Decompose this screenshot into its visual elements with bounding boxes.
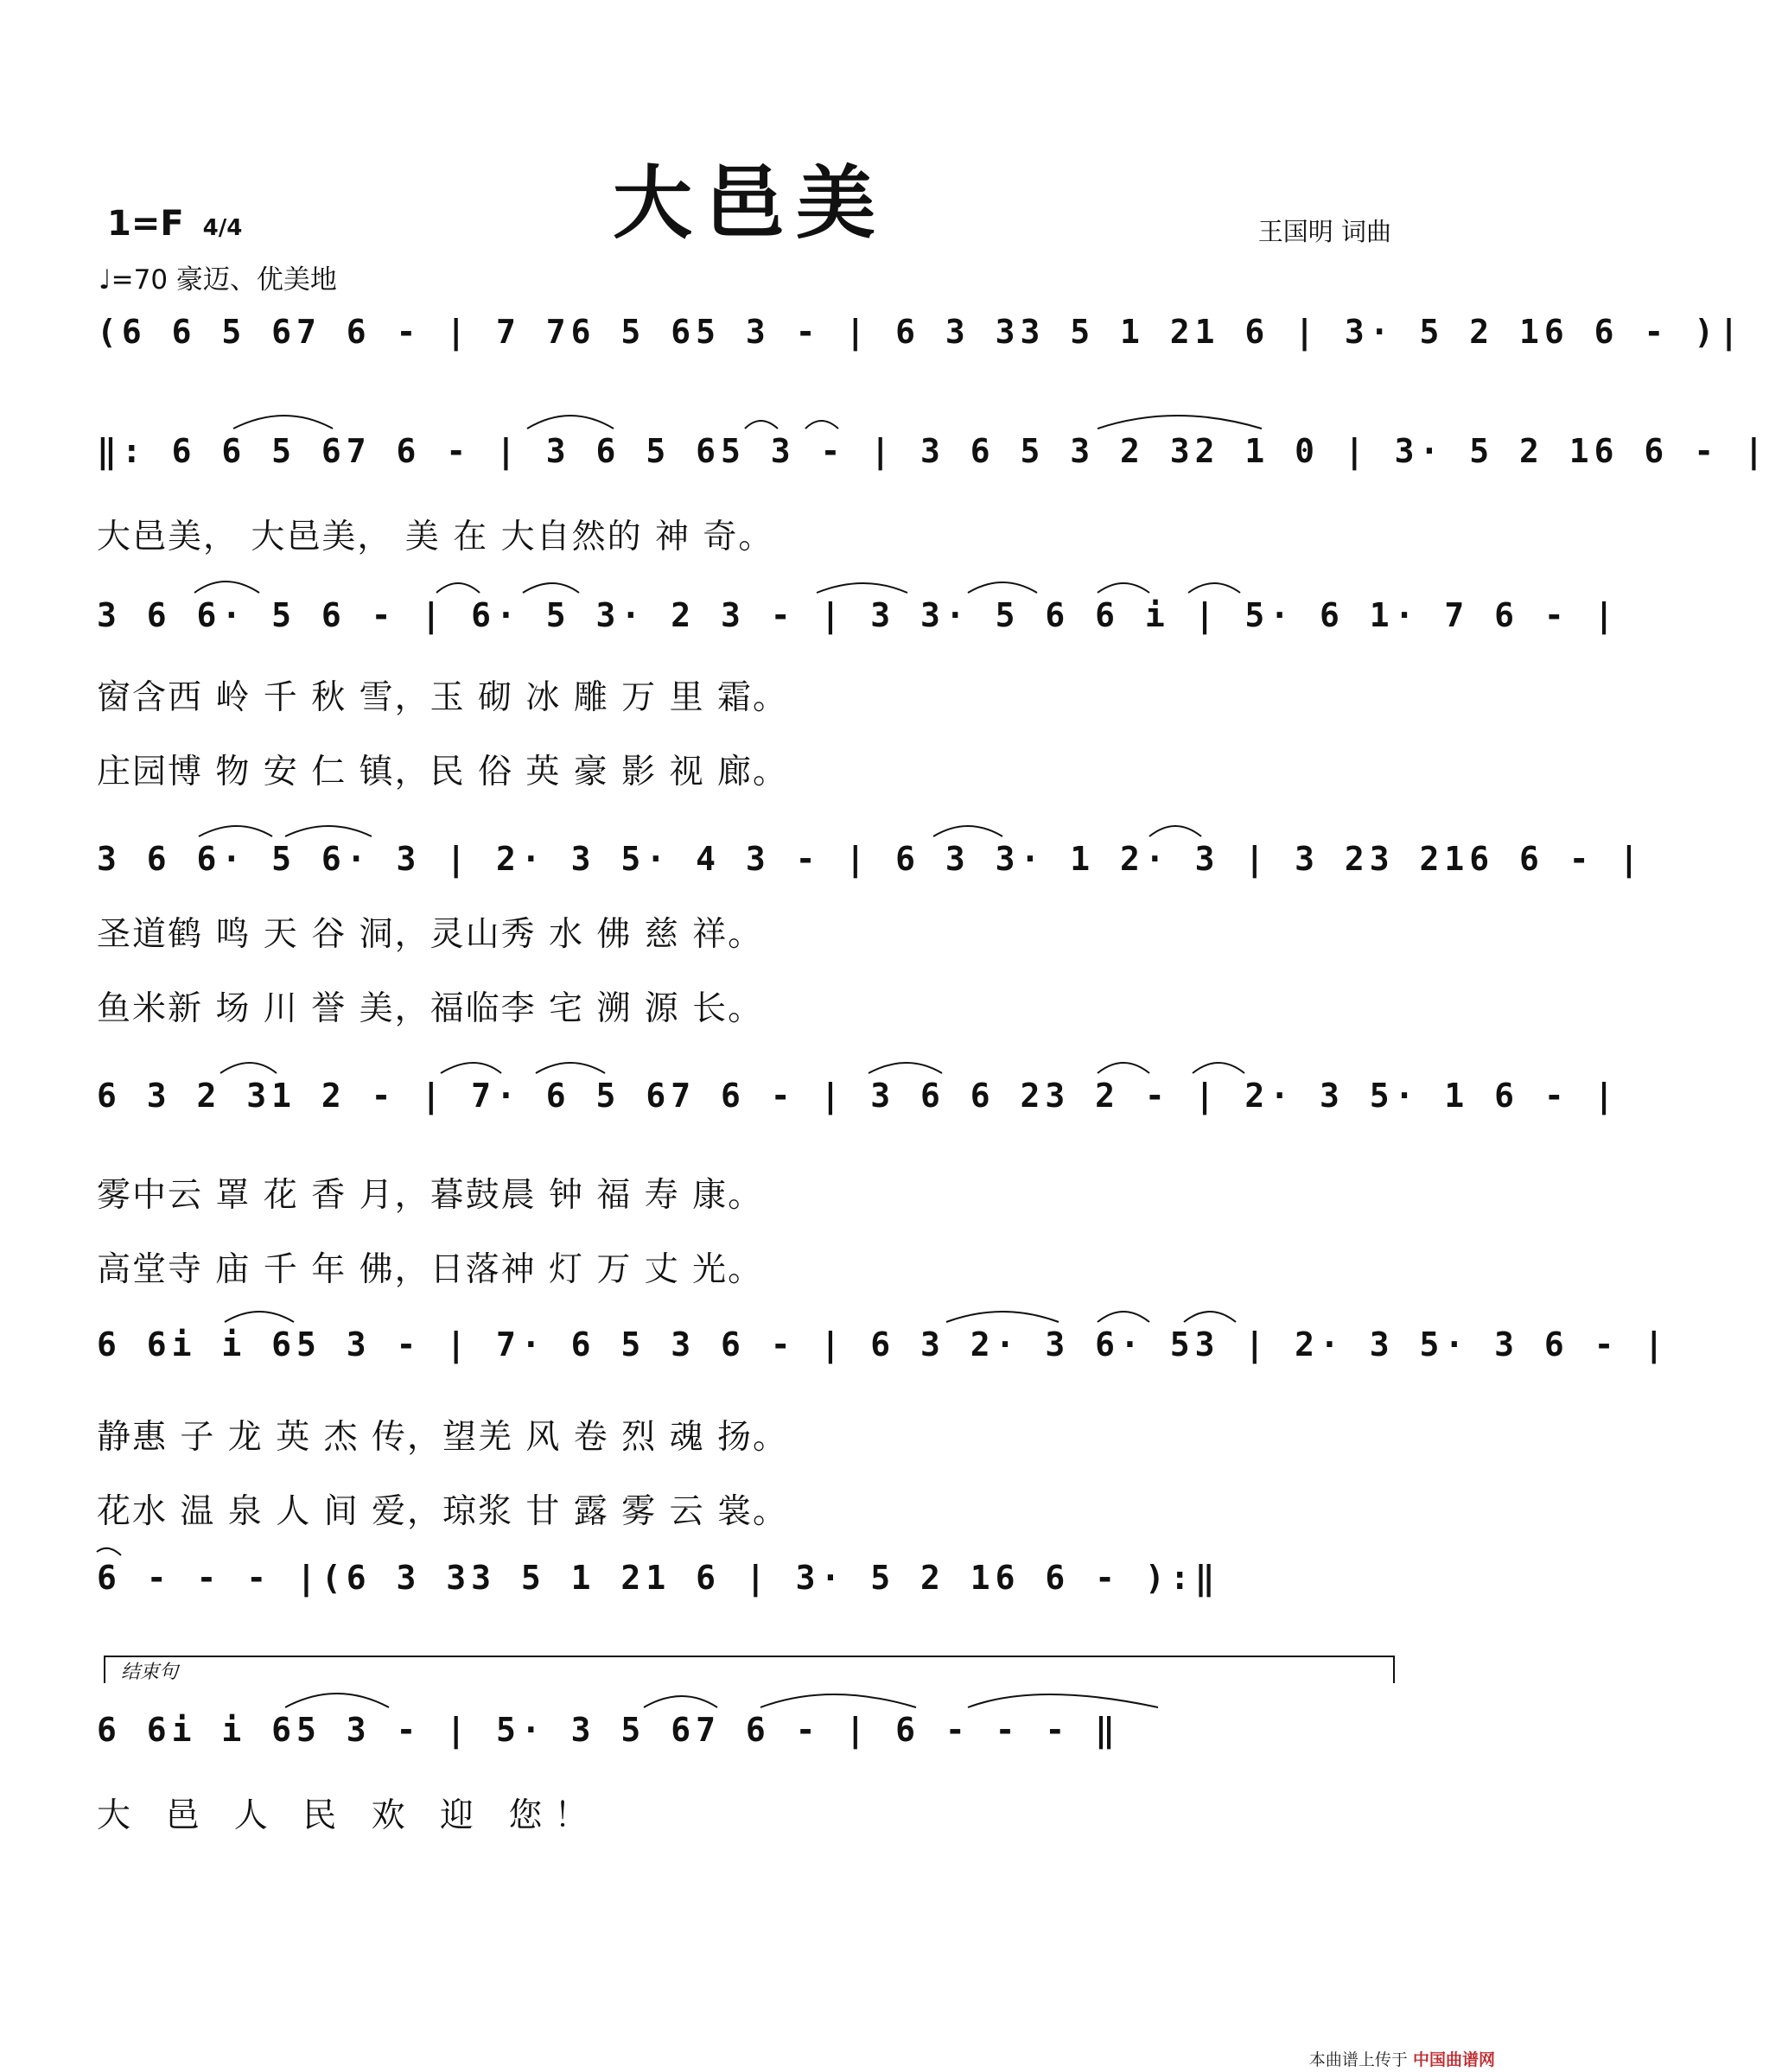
slur-arc — [1098, 583, 1149, 593]
slur-arc — [523, 583, 579, 593]
slur-arc — [805, 421, 838, 429]
score-line-6-lyric-1: 静惠 子 龙 英 杰 传，望羌 风 卷 烈 魂 扬。 — [97, 1418, 788, 1457]
score-line-8-notes: 6 6i i 65 3 - | 5· 3 5 67 6 - | 6 - - - ‖ — [97, 1711, 1120, 1749]
slur-arc — [233, 416, 333, 429]
score-line-2-lyric-1: 大邑美， 大邑美， 美 在 大自然的 神 奇。 — [97, 518, 774, 556]
slur-arc — [968, 582, 1037, 593]
slur-arc — [199, 826, 272, 836]
slur-arc — [441, 1063, 501, 1073]
slur-arc — [527, 416, 614, 429]
slur-arc — [285, 826, 372, 836]
score-line-4-notes: 3 6 6· 5 6· 3 | 2· 3 5· 4 3 - | 6 3 3· 1 2· 3 | 3 23 216 6 - | — [97, 840, 1645, 878]
slur-arc — [1184, 1312, 1236, 1322]
slur-arc — [194, 582, 259, 593]
slur-arc — [285, 1694, 389, 1707]
slur-arc — [97, 1548, 121, 1555]
slur-arc — [946, 1312, 1059, 1322]
slur-arc — [1149, 826, 1201, 836]
score-line-3-lyric-2: 庄园博 物 安 仁 镇，民 俗 英 豪 影 视 廊。 — [97, 753, 788, 791]
slur-arc — [436, 583, 480, 593]
score-line-3-lyric-1: 窗含西 岭 千 秋 雪，玉 砌 冰 雕 万 里 霜。 — [97, 678, 788, 717]
score-line-1-notes: (6 6 5 67 6 - | 7 76 5 65 3 - | 6 3 33 5 1 21 6 | 3· 5 2 16 6 - )| — [97, 313, 1744, 351]
key-signature — [107, 204, 242, 244]
score-line-8-lyric-1: 大 邑 人 民 欢 迎 您！ — [97, 1796, 601, 1835]
slur-arc — [220, 1063, 277, 1073]
footer-text: 本曲谱上传于 — [1308, 2050, 1408, 2069]
coda-label: 结束句 — [121, 1662, 179, 1683]
slur-arc — [536, 1063, 605, 1073]
footer-watermark — [1304, 2045, 1500, 2072]
slur-arc — [1098, 416, 1262, 429]
slur-arc — [817, 583, 907, 593]
score-line-5-notes: 6 3 2 31 2 - | 7· 6 5 67 6 - | 3 6 6 23 2 - | 2· 3 5· 1 6 - | — [97, 1077, 1619, 1115]
slur-arc — [968, 1694, 1158, 1707]
slur-arc — [869, 1063, 942, 1073]
time-signature: 4/4 — [202, 215, 243, 241]
coda-bracket — [104, 1656, 1395, 1683]
score-line-4-lyric-2: 鱼米新 场 川 誉 美，福临李 宅 溯 源 长。 — [97, 989, 764, 1028]
slur-arc — [1188, 583, 1240, 593]
score-line-3-notes: 3 6 6· 5 6 - | 6· 5 3· 2 3 - | 3 3· 5 6 6 i | 5· 6 1· 7 6 - | — [97, 596, 1619, 634]
slur-arc — [760, 1694, 916, 1707]
score-line-4-lyric-1: 圣道鹤 鸣 天 谷 洞，灵山秀 水 佛 慈 祥。 — [97, 915, 764, 954]
slur-arc — [933, 826, 1002, 836]
slur-arc — [644, 1696, 717, 1707]
score-line-7-notes: 6 - - - |(6 3 33 5 1 21 6 | 3· 5 2 16 6 - ):‖ — [97, 1559, 1220, 1597]
score-line-6-lyric-2: 花水 温 泉 人 间 爱，琼浆 甘 露 雾 云 裳。 — [97, 1492, 788, 1531]
tempo-marking: ♩=70 豪迈、优美地 — [99, 264, 337, 296]
slur-arc — [1193, 1063, 1244, 1073]
key-text: 1=F — [107, 204, 184, 244]
slur-arc — [1098, 1063, 1149, 1073]
score-line-5-lyric-2: 高堂寺 庙 千 年 佛，日落神 灯 万 丈 光。 — [97, 1250, 764, 1289]
slur-arc — [745, 421, 778, 429]
score-line-6-notes: 6 6i i 65 3 - | 7· 6 5 3 6 - | 6 3 2· 3 6· 53 | 2· 3 5· 3 6 - | — [97, 1325, 1670, 1363]
score-line-2-notes: ‖: 6 6 5 67 6 - | 3 6 5 65 3 - | 3 6 5 3 2 32 1 0 | 3· 5 2 16 6 - | — [97, 432, 1769, 470]
composer-credit: 王国明 词曲 — [1257, 217, 1391, 246]
slur-arc — [1098, 1312, 1149, 1322]
score-line-5-lyric-1: 雾中云 罩 花 香 月，暮鼓晨 钟 福 寿 康。 — [97, 1176, 764, 1215]
page-title: 大邑美 — [612, 156, 888, 250]
slur-arc — [225, 1312, 294, 1322]
footer-site: 中国曲谱网 — [1412, 2050, 1495, 2069]
